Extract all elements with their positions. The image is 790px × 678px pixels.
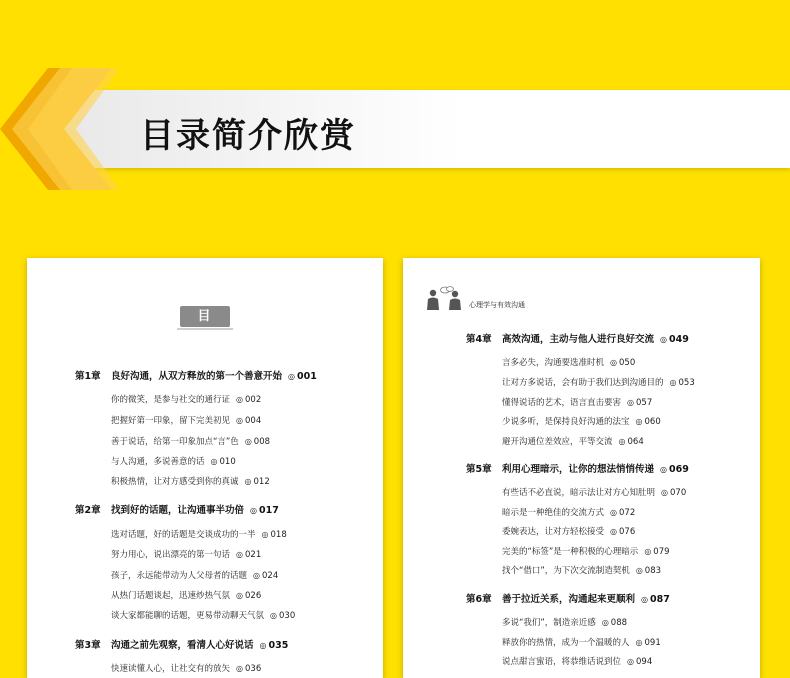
left-page	[27, 258, 383, 678]
toc-entry: 有些话不必直说，暗示法让对方心知肚明 ◎ 070	[502, 488, 687, 498]
chapter-heading: 第5章 利用心理暗示，让你的想法悄悄传递 ◎ 069	[466, 464, 689, 475]
toc-entry: 释放你的热情，成为一个温暖的人 ◎ 091	[502, 638, 661, 648]
chapter-heading: 第1章 良好沟通，从双方释放的第一个善意开始 ◎ 001	[75, 371, 317, 382]
toc-entry: 多说“我们”，制造亲近感 ◎ 088	[502, 618, 628, 628]
toc-entry: 善于说话，给第一印象加点“言”色 ◎ 008	[111, 437, 271, 447]
toc-entry: 努力用心，说出漂亮的第一句话 ◎ 021	[111, 550, 262, 560]
toc-entry: 与人沟通，多说善意的话 ◎ 010	[111, 457, 236, 467]
toc-entry: 选对话题，好的话题是交谈成功的一半 ◎ 018	[111, 530, 287, 540]
toc-entry: 从热门话题谈起，迅速炒热气氛 ◎ 026	[111, 591, 262, 601]
chapter-heading: 第3章 沟通之前先观察，看清人心好说话 ◎ 035	[75, 640, 289, 651]
toc-entry: 言多必失，沟通要选准时机 ◎ 050	[502, 358, 636, 368]
toc-entry: 把握好第一印象，留下完美初见 ◎ 004	[111, 416, 262, 426]
toc-underline	[177, 328, 233, 330]
running-head-text: 心理学与有效沟通	[469, 301, 525, 309]
toc-entry: 快速读懂人心，让社交有的放矢 ◎ 036	[111, 664, 262, 674]
toc-entry: 委婉表达，让对方轻松接受 ◎ 076	[502, 527, 636, 537]
chapter-heading: 第6章 善于拉近关系，沟通起来更顺利 ◎ 087	[466, 594, 670, 605]
toc-entry: 少说多听，是保持良好沟通的法宝 ◎ 060	[502, 417, 661, 427]
page-title: 目录简介欣赏	[140, 116, 356, 156]
toc-entry: 谈大家都能聊的话题，更易带动聊天气氛 ◎ 030	[111, 611, 296, 621]
toc-entry: 你的微笑，是参与社交的通行证 ◎ 002	[111, 395, 262, 405]
toc-entry: 懂得说话的艺术，语言直击要害 ◎ 057	[502, 398, 653, 408]
toc-entry: 积极热情，让对方感受到你的真诚 ◎ 012	[111, 477, 270, 487]
people-talking-icon	[425, 286, 467, 310]
toc-entry: 完美的“标签”是一种积极的心理暗示 ◎ 079	[502, 547, 670, 557]
toc-entry: 让对方多说话，会有助于我们达到沟通目的 ◎ 053	[502, 378, 695, 388]
toc-badge: 目 录	[180, 306, 230, 327]
toc-entry: 找个“借口”，为下次交流制造契机 ◎ 083	[502, 566, 662, 576]
toc-entry: 说点甜言蜜语，将恭维话说到位 ◎ 094	[502, 657, 653, 667]
toc-entry: 孩子，永远能带动为人父母者的话题 ◎ 024	[111, 571, 279, 581]
chapter-heading: 第4章 高效沟通，主动与他人进行良好交流 ◎ 049	[466, 334, 689, 345]
toc-entry: 避开沟通位差效应，平等交流 ◎ 064	[502, 437, 644, 447]
chevron-arrow-icon	[0, 68, 120, 190]
toc-entry: 暗示是一种绝佳的交流方式 ◎ 072	[502, 508, 636, 518]
running-head	[425, 286, 525, 310]
right-page	[403, 258, 760, 678]
chapter-heading: 第2章 找到好的话题，让沟通事半功倍 ◎ 017	[75, 505, 279, 516]
